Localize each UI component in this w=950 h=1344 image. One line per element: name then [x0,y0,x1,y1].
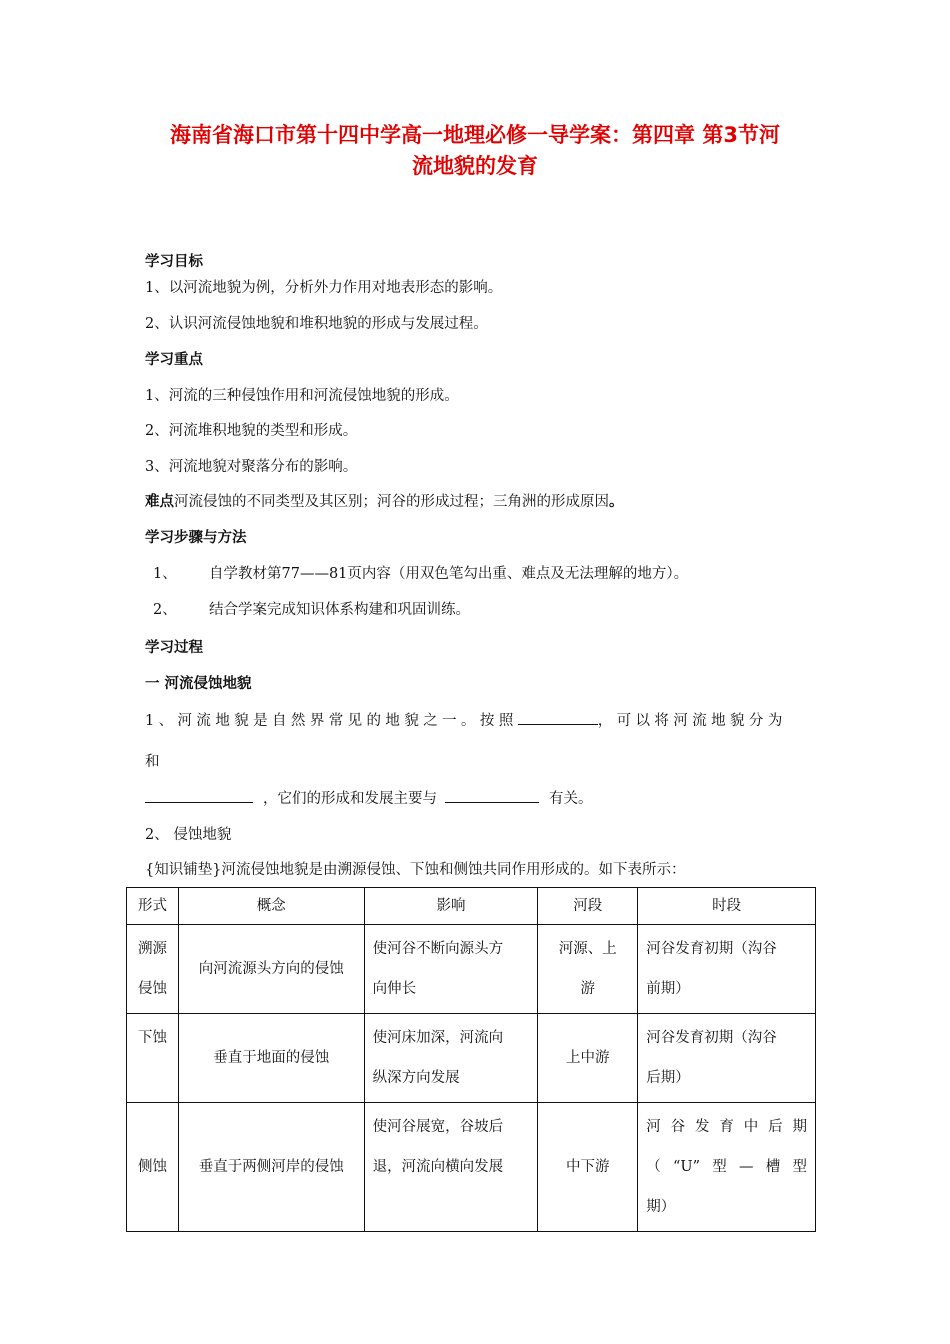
table-cell-concept: 垂直于两侧河岸的侵蚀 [178,1103,364,1232]
question-1-line-2: 和 [145,754,160,770]
key-points-heading: 学习重点 [145,352,203,368]
cell-text: 河谷发育中后期 [646,1119,807,1135]
title-line-1: 海南省海口市第十四中学高一地理必修一导学案：第四章 第3节河 [170,123,780,147]
table-cell-section: 中下游 [538,1103,638,1232]
cell-text: 使河床加深，河流向 [372,1030,504,1046]
table-cell-form [127,1014,179,1103]
answer-blank-3[interactable] [445,788,539,803]
table-cell-concept: 向河流源头方向的侵蚀 [178,925,364,1014]
steps-heading: 学习步骤与方法 [145,530,247,546]
table-cell-section: 上中游 [538,1014,638,1103]
cell-text: 前期） [646,981,690,997]
cell-text: 使河谷展宽，谷坡后 [372,1119,504,1135]
cell-text: 河源、上 [558,941,617,957]
question-1-text-b: ，可以将河流地貌分为 [597,713,787,729]
cell-text: 河谷发育初期（沟谷 [646,1030,777,1046]
table-row [127,925,816,1014]
document-title [130,120,820,182]
cell-text: 溯源 [137,941,167,957]
key-point-item-1: 1、河流的三种侵蚀作用和河流侵蚀地貌的形成。 [145,388,459,404]
table-cell-effect [364,1014,538,1103]
cell-text: （“U”型—槽型 [646,1159,807,1175]
table-cell-form [127,925,179,1014]
goals-heading: 学习目标 [145,254,203,270]
step-text: 自学教材第77——81页内容（用双色笔勾出重、难点及无法理解的地方）。 [209,566,689,582]
cell-text: 下蚀 [137,1030,167,1046]
table-header-cell: 河段 [538,888,638,925]
table-header-cell: 形式 [127,888,179,925]
step-number: 2、 [153,602,177,618]
table-cell-period [638,1014,816,1103]
answer-blank-1[interactable] [518,710,598,725]
title-line-2: 流地貌的发育 [412,154,538,178]
step-number: 1、 [153,566,177,582]
difficulty-line [145,492,624,512]
question-1-text-a: 1、河流地貌是自然界常见的地貌之一。按照 [145,713,518,729]
question-1-line-1 [145,710,807,731]
cell-text: 游 [580,981,596,997]
cell-text: 使河谷不断向源头方 [372,941,504,957]
section-1-heading: 一 河流侵蚀地貌 [145,676,252,692]
table-cell-form: 侧蚀 [127,1103,179,1232]
cell-text: 后期） [646,1070,690,1086]
key-point-item-3: 3、河流地貌对聚落分布的影响。 [145,459,358,475]
cell-text: 向伸长 [372,981,417,997]
table-cell-section [538,925,638,1014]
table-cell-period [638,1103,816,1232]
answer-blank-2[interactable] [145,788,253,803]
process-heading: 学习过程 [145,640,203,656]
table-cell-effect [364,925,538,1014]
question-1-text-d: 有关。 [549,791,593,807]
cell-text: 纵深方向发展 [372,1070,460,1086]
question-1-text-c: ，它们的形成和发展主要与 [263,791,437,807]
difficulty-text: 河流侵蚀的不同类型及其区别；河谷的形成过程；三角洲的形成原因 [174,494,609,510]
table-cell-period [638,925,816,1014]
goal-item-2: 2、认识河流侵蚀地貌和堆积地貌的形成与发展过程。 [145,316,488,332]
goal-item-1: 1、以河流地貌为例，分析外力作用对地表形态的影响。 [145,280,503,296]
cell-text: 退，河流向横向发展 [372,1159,504,1175]
difficulty-label: 难点 [145,494,174,510]
table-header-cell: 概念 [178,888,364,925]
table-cell-concept: 垂直于地面的侵蚀 [178,1014,364,1103]
table-row [127,1103,816,1232]
step-item-1 [153,564,688,584]
difficulty-end: 。 [609,494,624,510]
cell-text: 河谷发育初期（沟谷 [646,941,777,957]
key-point-item-2: 2、河流堆积地貌的类型和形成。 [145,423,358,439]
table-header-row [127,888,816,925]
cell-text: 期） [646,1199,676,1215]
question-1-line-3 [145,788,593,809]
table-row [127,1014,816,1103]
question-2-line: 2、 侵蚀地貌 [145,827,232,843]
step-item-2 [153,600,470,620]
table-header-cell: 影响 [364,888,538,925]
erosion-table [126,887,816,1232]
table-cell-effect [364,1103,538,1232]
knowledge-note: {知识铺垫}河流侵蚀地貌是由溯源侵蚀、下蚀和侧蚀共同作用形成的。如下表所示： [145,862,686,878]
table-header-cell: 时段 [638,888,816,925]
step-text: 结合学案完成知识体系构建和巩固训练。 [209,602,470,618]
cell-text: 侵蚀 [137,981,167,997]
